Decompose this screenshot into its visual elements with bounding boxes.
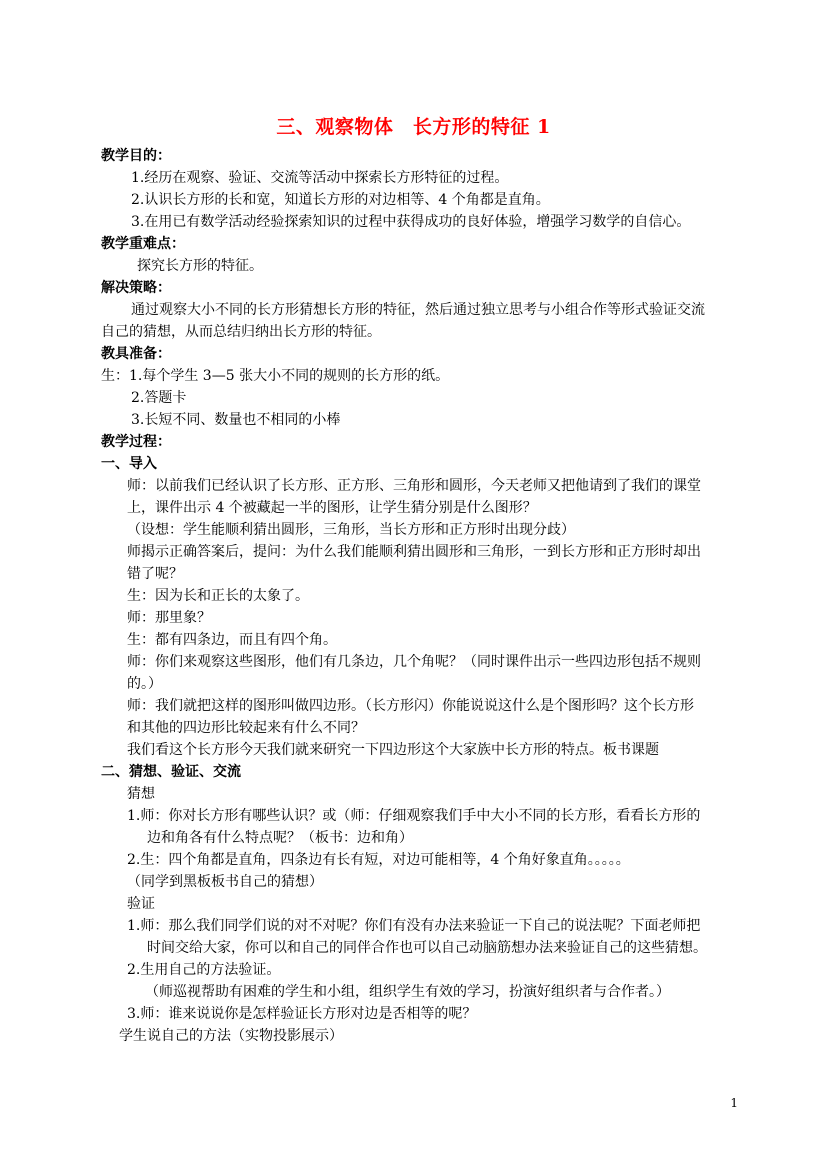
guess-line: 边和角各有什么特点呢？（板书：边和角） [147, 830, 413, 846]
guess-line: （同学到黑板板书自己的猜想） [127, 874, 323, 890]
section-heading-guess: 二、猜想、验证、交流 [101, 764, 241, 780]
strategy-text: 自己的猜想，从而总结归纳出长方形的特征。 [101, 324, 381, 340]
intro-line: 生：因为长和正长的太象了。 [127, 588, 309, 604]
page-title: 三、观察物体 长方形的特征 1 [276, 116, 551, 138]
guess-line: 1.师：你对长方形有哪些认识？或（师：仔细观察我们手中大小不同的长方形，看看长方形的 [127, 808, 701, 824]
key-points-text: 探究长方形的特征。 [137, 258, 263, 274]
verify-line: 学生说自己的方法（实物投影展示） [119, 1028, 343, 1044]
tools-item: 2.答题卡 [131, 390, 187, 406]
section-heading-intro: 一、导入 [101, 456, 157, 472]
process-heading: 教学过程： [101, 434, 171, 450]
key-points-heading: 教学重难点： [101, 236, 185, 252]
tools-item: 3.长短不同、数量也不相同的小棒 [131, 412, 341, 428]
verify-line: 时间交给大家，你可以和自己的同伴合作也可以自己动脑筋想办法来验证自己的这些猜想。 [147, 940, 707, 956]
verify-line: 3.师：谁来说说你是怎样验证长方形对边是否相等的呢？ [127, 1006, 477, 1022]
intro-line: 生：都有四条边，而且有四个角。 [127, 632, 337, 648]
goals-heading: 教学目的： [101, 148, 171, 164]
tools-heading: 教具准备： [101, 346, 171, 362]
intro-line: 上，课件出示 4 个被藏起一半的图形，让学生猜分别是什么图形？ [127, 500, 537, 516]
tools-item: 生：1.每个学生 3—5 张大小不同的规则的长方形的纸。 [101, 368, 450, 384]
guess-line: 猜想 [127, 786, 155, 802]
intro-line: 我们看这个长方形今天我们就来研究一下四边形这个大家族中长方形的特点。板书课题 [127, 742, 659, 758]
intro-line: （设想：学生能顺利猜出圆形，三角形，当长方形和正方形时出现分歧） [127, 522, 575, 538]
verify-line: （师巡视帮助有困难的学生和小组，组织学生有效的学习，扮演好组织者与合作者。） [145, 984, 670, 1000]
verify-line: 1.师：那么我们同学们说的对不对呢？你们有没有办法来验证一下自己的说法呢？下面老师把 [127, 918, 701, 934]
intro-line: 和其他的四边形比较起来有什么不同？ [127, 720, 365, 736]
verify-line: 验证 [127, 896, 155, 912]
intro-line: 师：你们来观察这些图形，他们有几条边，几个角呢？（同时课件出示一些四边形包括不规则 [127, 654, 701, 670]
strategy-text: 通过观察大小不同的长方形猜想长方形的特征，然后通过独立思考与小组合作等形式验证交流 [131, 302, 705, 318]
intro-line: 的。） [127, 676, 162, 692]
goal-item: 3.在用已有数学活动经验探索知识的过程中获得成功的良好体验，增强学习数学的自信心。 [131, 214, 691, 230]
verify-line: 2.生用自己的方法验证。 [127, 962, 281, 978]
goal-item: 1.经历在观察、验证、交流等活动中探索长方形特征的过程。 [131, 170, 509, 186]
intro-line: 师揭示正确答案后，提问：为什么我们能顺利猜出圆形和三角形，一到长方形和正方形时却出 [127, 544, 701, 560]
intro-line: 师：那里象？ [127, 610, 211, 626]
strategy-heading: 解决策略： [101, 280, 171, 296]
intro-line: 师：我们就把这样的图形叫做四边形。（长方形闪）你能说说这什么是个图形吗？这个长方形 [127, 698, 694, 714]
intro-line: 师：以前我们已经认识了长方形、正方形、三角形和圆形，今天老师又把他请到了我们的课堂 [127, 478, 701, 494]
page-number: 1 [730, 1096, 738, 1110]
goal-item: 2.认识长方形的长和宽，知道长方形的对边相等、4 个角都是直角。 [131, 192, 550, 208]
document-body [101, 145, 731, 1047]
guess-line: 2.生：四个角都是直角，四条边有长有短，对边可能相等，4 个角好象直角。。。。。 [127, 852, 630, 868]
intro-line: 错了呢？ [127, 566, 183, 582]
